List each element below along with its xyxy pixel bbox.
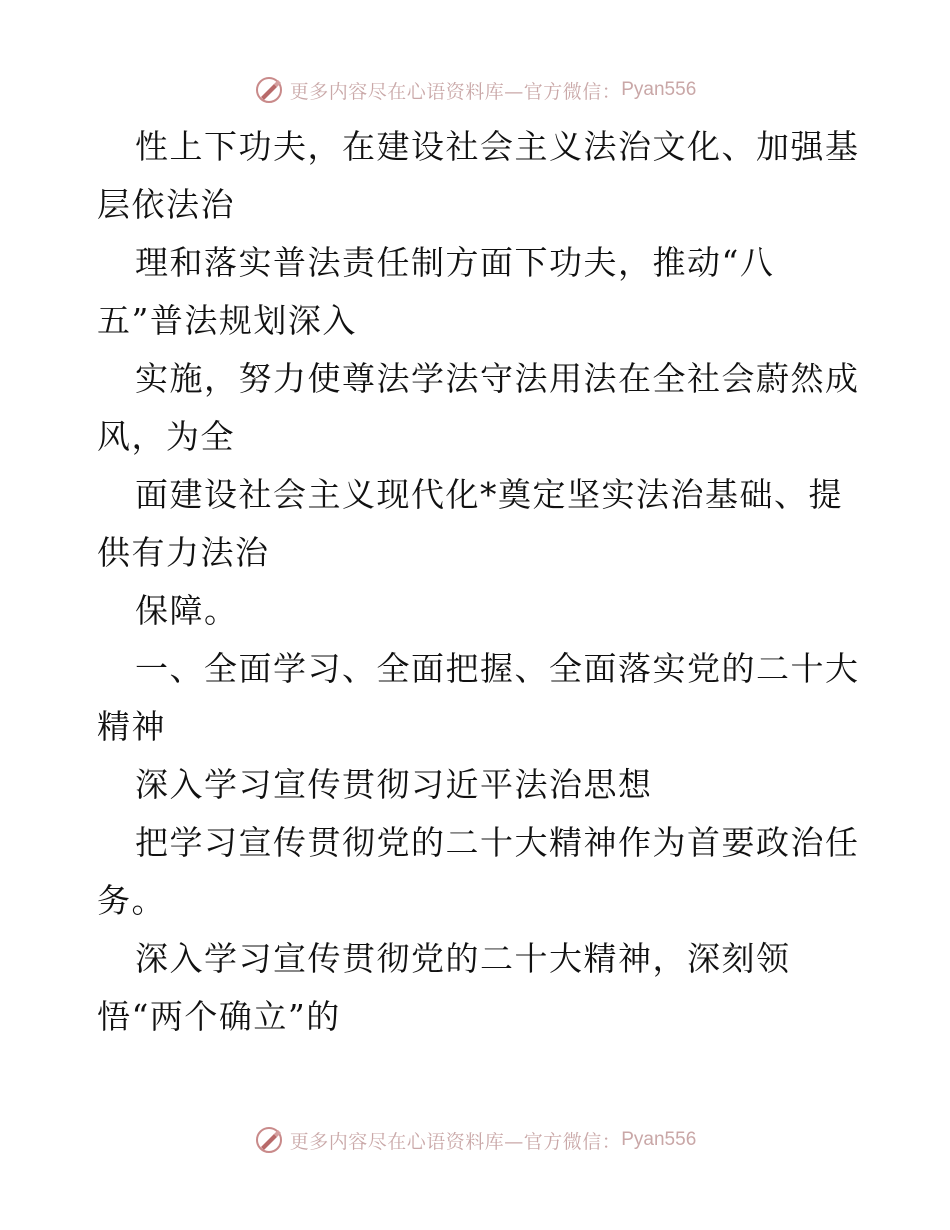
pen-logo-icon [254, 75, 284, 105]
watermark-wechat-id: Pyan556 [621, 79, 697, 100]
text-line: 层依法治 [97, 185, 235, 224]
watermark-text: 更多内容尽在心语资料库—官方微信： [289, 1130, 622, 1153]
text-line: 精神 [97, 707, 166, 746]
text-line: 一、全面学习、全面把握、全面落实党的二十大 [135, 649, 860, 688]
text-line: 把学习宣传贯彻党的二十大精神作为首要政治任 [135, 823, 860, 862]
text-line: 保障。 [135, 591, 239, 630]
text-line: 风，为全 [97, 417, 235, 456]
text-line: 务。 [97, 881, 166, 920]
text-line: 实施，努力使尊法学法守法用法在全社会蔚然成 [135, 359, 860, 398]
text-line: 面建设社会主义现代化*奠定坚实法治基础、提 [135, 475, 843, 514]
header-watermark [0, 70, 950, 110]
text-line: 性上下功夫，在建设社会主义法治文化、加强基 [135, 127, 860, 166]
text-line: 五”普法规划深入 [97, 301, 357, 340]
footer-watermark [0, 1120, 950, 1160]
text-line: 悟“两个确立”的 [97, 997, 341, 1036]
watermark-wechat-id: Pyan556 [621, 1129, 697, 1150]
document-body [97, 118, 860, 1046]
text-line: 理和落实普法责任制方面下功夫，推动“八 [135, 243, 775, 282]
text-line: 深入学习宣传贯彻习近平法治思想 [135, 765, 653, 804]
pen-logo-icon [254, 1125, 284, 1155]
watermark-text: 更多内容尽在心语资料库—官方微信： [289, 80, 622, 103]
text-line: 深入学习宣传贯彻党的二十大精神，深刻领 [135, 939, 791, 978]
text-line: 供有力法治 [97, 533, 270, 572]
